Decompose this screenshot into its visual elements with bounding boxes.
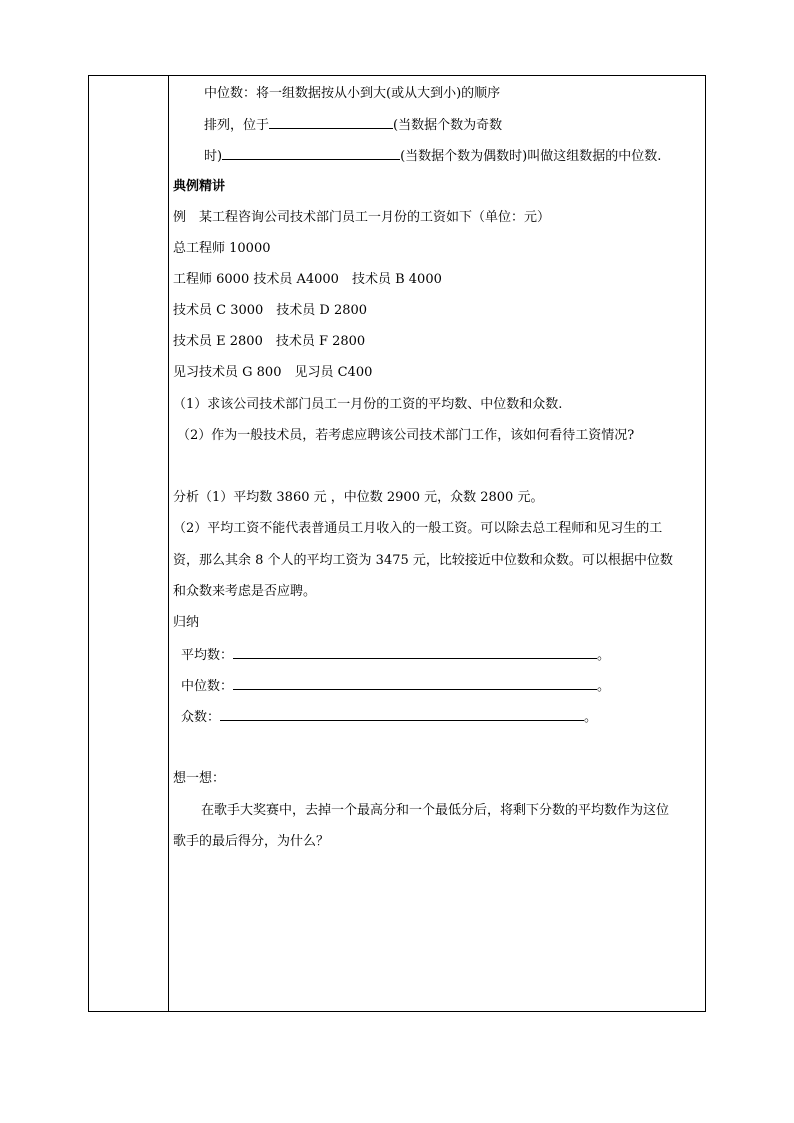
median-definition-text: 排列，位于: [204, 118, 270, 133]
median-label: 中位数：: [181, 679, 234, 694]
left-column-cell: [89, 76, 169, 1011]
median-definition-line1: 中位数：将一组数据按从小到大(或从大到小)的顺序: [204, 86, 501, 101]
question-1: （1）求该公司技术部门员工一月份的工资的平均数、中位数和众数.: [173, 397, 563, 412]
salary-row: 见习技术员 G 800 见习员 C400: [173, 365, 373, 380]
worksheet-table: [88, 75, 706, 1012]
blank-mean[interactable]: [233, 646, 597, 659]
think-heading: 想一想：: [173, 771, 226, 786]
analysis-line2: （2）平均工资不能代表普通员工月收入的一般工资。可以除去总工程师和见习生的工: [173, 521, 663, 536]
blank-even-case[interactable]: [222, 147, 400, 160]
median-summary-line: [181, 677, 610, 696]
odd-case-note: (当数据个数为奇数: [393, 118, 503, 133]
blank-mode[interactable]: [220, 708, 584, 721]
example-heading: 典例精讲: [173, 179, 226, 194]
blank-odd-case[interactable]: [269, 116, 393, 129]
analysis-line4: 和众数来考虑是否应聘。: [173, 584, 317, 599]
question-2: （2）作为一般技术员，若考虑应聘该公司技术部门工作，该如何看待工资情况?: [177, 428, 635, 443]
mean-label: 平均数：: [181, 648, 234, 663]
salary-row: 技术员 E 2800 技术员 F 2800: [173, 334, 366, 349]
salary-row: 技术员 C 3000 技术员 D 2800: [173, 303, 368, 318]
median-definition-line2: [204, 116, 502, 135]
end-mark: 。: [597, 648, 611, 663]
example-intro: 例 某工程咨询公司技术部门员工一月份的工资如下（单位：元）: [173, 210, 551, 225]
end-mark: 。: [584, 710, 598, 725]
analysis-line1: 分析（1）平均数 3860 元 ，中位数 2900 元，众数 2800 元。: [173, 490, 544, 505]
end-mark: 。: [597, 679, 611, 694]
summary-heading: 归纳: [173, 615, 200, 630]
think-question-line2: 歌手的最后得分，为什么？: [173, 834, 330, 849]
mean-summary-line: [181, 646, 610, 665]
analysis-line3: 资，那么其余 8 个人的平均工资为 3475 元，比较接近中位数和众数。可以根据中位数: [173, 553, 673, 568]
blank-median[interactable]: [233, 677, 597, 690]
even-case-note: (当数据个数为偶数时)叫做这组数据的中位数.: [400, 149, 662, 164]
median-definition-line3: [204, 147, 661, 166]
mode-label: 众数：: [181, 710, 221, 725]
think-question-line1: 在歌手大奖赛中，去掉一个最高分和一个最低分后，将剩下分数的平均数作为这位: [201, 803, 670, 818]
median-definition-text: 时): [204, 149, 223, 164]
mode-summary-line: [181, 708, 597, 727]
salary-row: 总工程师 10000: [173, 241, 271, 256]
salary-row: 工程师 6000 技术员 A4000 技术员 B 4000: [173, 272, 442, 287]
content-cell: [173, 76, 697, 1011]
